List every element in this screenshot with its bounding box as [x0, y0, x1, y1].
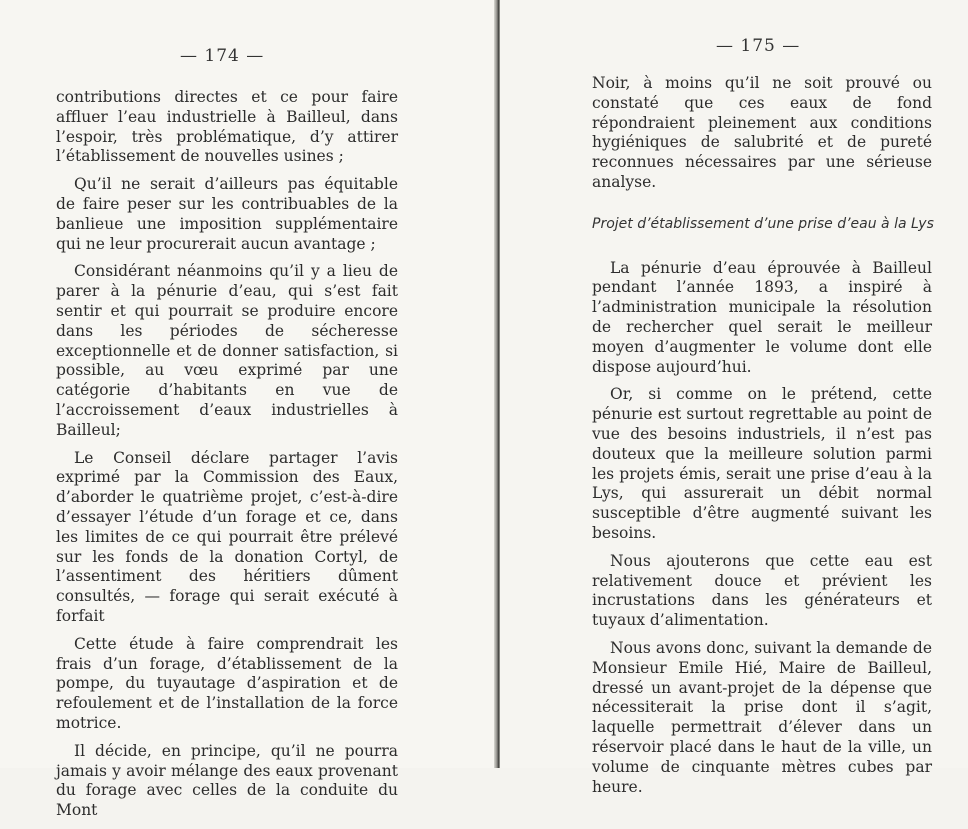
paragraph: Noir, à moins qu’il ne soit prouvé ou constaté que ces eaux de fond répondraient pleinement aux conditions hygiéniques de salubrité et de pureté reconnues nécessaires par une sérieuse analyse.	[592, 74, 932, 191]
right-page-text	[592, 74, 932, 805]
paragraph: Considérant néanmoins qu’il y a lieu de parer à la pénurie d’eau, qui s’est fait sentir et qui pourrait se produire encore dans les périodes de sécheresse exceptionnelle et de donner satisfaction, si possible, au vœu exprimé par une catégorie d’habitants en vue de l’accroissement d’eaux industrielles à Bailleul;	[56, 262, 398, 439]
paragraph: Nous ajouterons que cette eau est relativement douce et prévient les incrustations dans les générateurs et tuyaux d’alimentation.	[592, 551, 932, 630]
paragraph: Nous avons donc, suivant la demande de Monsieur Emile Hié, Maire de Bailleul, dressé un avant-projet de la dépense que nécessiterait la prise dont il s’agit, laquelle permettrait d’élever dans un réservoir placé dans le haut de la ville, un volume de cinquante mètres cubes par heure.	[592, 638, 932, 796]
paragraph: La pénurie d’eau éprouvée à Bailleul pendant l’année 1893, a inspiré à l’administration municipale la résolution de rechercher quel serait le meilleur moyen d’augmenter le volume dont elle dispose aujourd’hui.	[592, 258, 932, 376]
paragraph: Or, si comme on le prétend, cette pénurie est surtout regrettable au point de vue des besoins industriels, il n’est pas douteux que la meilleure solution parmi les projets émis, serait une prise d’eau à la Lys, qui assurerait un débit normal susceptible d’être augmenté suivant les besoins.	[592, 385, 932, 542]
paragraph: Cette étude à faire comprendrait les frais d’un forage, d’établissement de la pompe, du tuyautage d’aspiration et de refoulement et de l’installation de la force motrice.	[56, 634, 398, 732]
left-page-number: — 174 —	[180, 46, 265, 66]
paragraph: contributions directes et ce pour faire affluer l’eau industrielle à Bailleul, dans l’espoir, très problématique, d’y attirer l’établissement de nouvelles usines ;	[56, 88, 398, 166]
paragraph: Il décide, en principe, qu’il ne pourra jamais y avoir mélange des eaux provenant du forage avec celles de la conduite du Mont	[56, 741, 398, 820]
left-page-text	[56, 88, 398, 829]
paragraph: Le Conseil déclare partager l’avis exprimé par la Commission des Eaux, d’aborder le quatrième projet, c’est-à-dire d’essayer l’étude d’un forage et ce, dans les limites de ce qui pourrait être prélevé sur les fonds de la donation Cortyl, de l’assentiment des héritiers dûment consultés, — forage qui serait exécuté à forfait	[56, 448, 398, 625]
paragraph: Qu’il ne serait d’ailleurs pas équitable de faire peser sur les contribuables de la banlieue une imposition supplémentaire qui ne leur procurerait aucun avantage ;	[56, 175, 398, 253]
right-page-number: — 175 —	[716, 36, 801, 56]
section-heading: Projet d’établissement d’une prise d’eau à la Lys	[592, 215, 934, 232]
